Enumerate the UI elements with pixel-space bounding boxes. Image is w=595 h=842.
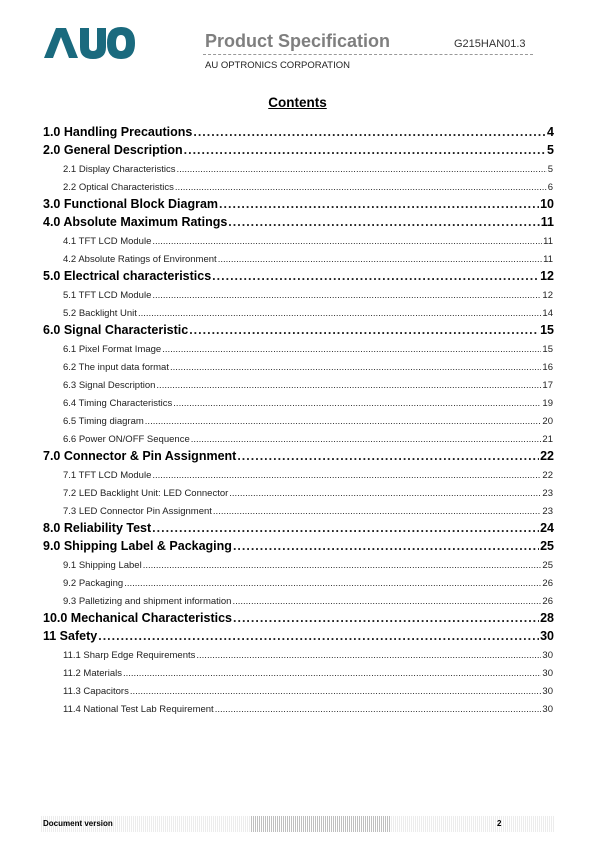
toc-subsection-entry[interactable] <box>63 506 553 517</box>
toc-entry-label: 6.1 Pixel Format Image <box>63 344 162 355</box>
toc-entry-page: 11 <box>540 215 554 229</box>
toc-subsection-entry[interactable] <box>63 164 553 175</box>
toc-entry-page: 11 <box>543 254 553 265</box>
toc-leader-dots <box>130 686 542 697</box>
toc-section-entry[interactable] <box>43 629 554 643</box>
toc-entry-page: 25 <box>540 539 554 553</box>
toc-entry-label: 7.1 TFT LCD Module <box>63 470 152 481</box>
toc-entry-label: 5.2 Backlight Unit <box>63 308 137 319</box>
toc-subsection-entry[interactable] <box>63 380 553 391</box>
toc-entry-page: 26 <box>542 596 553 607</box>
toc-leader-dots <box>138 308 541 319</box>
toc-subsection-entry[interactable] <box>63 398 553 409</box>
toc-entry-page: 22 <box>542 470 553 481</box>
toc-section-entry[interactable] <box>43 215 554 229</box>
toc-leader-dots <box>193 125 546 139</box>
toc-entry-label: 4.0 Absolute Maximum Ratings <box>43 215 228 229</box>
toc-entry-page: 26 <box>542 578 553 589</box>
toc-section-entry[interactable] <box>43 143 554 157</box>
toc-entry-label: 4.2 Absolute Ratings of Environment <box>63 254 217 265</box>
toc-entry-label: 11.4 National Test Lab Requirement <box>63 704 214 715</box>
toc-entry-label: 7.3 LED Connector Pin Assignment <box>63 506 212 517</box>
toc-entry-label: 9.3 Palletizing and shipment information <box>63 596 232 607</box>
toc-entry-page: 30 <box>540 629 554 643</box>
toc-entry-label: 9.1 Shipping Label <box>63 560 142 571</box>
toc-entry-label: 11 Safety <box>43 629 98 643</box>
toc-leader-dots <box>189 323 539 337</box>
toc-subsection-entry[interactable] <box>63 362 553 373</box>
toc-section-entry[interactable] <box>43 521 554 535</box>
toc-subsection-entry[interactable] <box>63 470 553 481</box>
page-number: 2 <box>497 819 502 828</box>
toc-leader-dots <box>173 398 541 409</box>
toc-entry-label: 6.5 Timing diagram <box>63 416 144 427</box>
toc-entry-label: 4.1 TFT LCD Module <box>63 236 152 247</box>
toc-leader-dots <box>229 488 541 499</box>
toc-subsection-entry[interactable] <box>63 308 553 319</box>
company-name: AU OPTRONICS CORPORATION <box>205 60 350 71</box>
toc-entry-page: 12 <box>540 269 554 283</box>
toc-leader-dots <box>237 449 539 463</box>
toc-subsection-entry[interactable] <box>63 254 553 265</box>
toc-leader-dots <box>145 416 542 427</box>
toc-subsection-entry[interactable] <box>63 290 553 301</box>
toc-entry-label: 6.2 The input data format <box>63 362 169 373</box>
toc-entry-label: 9.2 Packaging <box>63 578 124 589</box>
toc-entry-page: 30 <box>542 650 553 661</box>
toc-leader-dots <box>170 362 541 373</box>
toc-subsection-entry[interactable] <box>63 560 553 571</box>
toc-entry-page: 10 <box>540 197 554 211</box>
toc-entry-label: 3.0 Functional Block Diagram <box>43 197 219 211</box>
toc-entry-label: 2.1 Display Characteristics <box>63 164 176 175</box>
toc-subsection-entry[interactable] <box>63 488 553 499</box>
toc-leader-dots <box>143 560 542 571</box>
toc-leader-dots <box>162 344 541 355</box>
toc-leader-dots <box>124 578 541 589</box>
toc-entry-page: 30 <box>542 704 553 715</box>
toc-leader-dots <box>98 629 539 643</box>
toc-entry-page: 14 <box>542 308 553 319</box>
toc-leader-dots <box>152 470 541 481</box>
header-divider <box>203 54 533 55</box>
toc-section-entry[interactable] <box>43 197 554 211</box>
toc-leader-dots <box>191 434 542 445</box>
toc-leader-dots <box>228 215 539 229</box>
toc-entry-label: 6.0 Signal Characteristic <box>43 323 189 337</box>
toc-entry-page: 4 <box>547 125 554 139</box>
toc-subsection-entry[interactable] <box>63 416 553 427</box>
toc-section-entry[interactable] <box>43 323 554 337</box>
toc-subsection-entry[interactable] <box>63 704 553 715</box>
toc-entry-page: 23 <box>542 488 553 499</box>
toc-entry-label: 11.3 Capacitors <box>63 686 129 697</box>
toc-section-entry[interactable] <box>43 539 554 553</box>
toc-entry-label: 7.2 LED Backlight Unit: LED Connector <box>63 488 229 499</box>
toc-entry-label: 1.0 Handling Precautions <box>43 125 193 139</box>
toc-entry-page: 19 <box>542 398 553 409</box>
toc-entry-label: 5.0 Electrical characteristics <box>43 269 212 283</box>
toc-entry-page: 25 <box>542 560 553 571</box>
toc-entry-label: 8.0 Reliability Test <box>43 521 152 535</box>
toc-leader-dots <box>123 668 541 679</box>
toc-entry-page: 30 <box>542 686 553 697</box>
toc-entry-label: 6.4 Timing Characteristics <box>63 398 173 409</box>
toc-subsection-entry[interactable] <box>63 434 553 445</box>
toc-entry-label: 9.0 Shipping Label & Packaging <box>43 539 232 553</box>
toc-leader-dots <box>156 380 541 391</box>
toc-entry-label: 7.0 Connector & Pin Assignment <box>43 449 237 463</box>
toc-entry-page: 15 <box>542 344 553 355</box>
toc-leader-dots <box>152 521 539 535</box>
toc-subsection-entry[interactable] <box>63 236 553 247</box>
toc-leader-dots <box>215 704 542 715</box>
toc-entry-label: 11.2 Materials <box>63 668 122 679</box>
toc-entry-page: 20 <box>542 416 553 427</box>
toc-entry-page: 24 <box>540 521 554 535</box>
toc-leader-dots <box>176 164 546 175</box>
toc-section-entry[interactable] <box>43 269 554 283</box>
toc-leader-dots <box>218 254 542 265</box>
toc-leader-dots <box>213 506 542 517</box>
product-specification-title: Product Specification <box>205 31 391 51</box>
toc-entry-page: 21 <box>542 434 553 445</box>
contents-heading: Contents <box>268 95 327 110</box>
toc-entry-label: 6.3 Signal Description <box>63 380 156 391</box>
toc-entry-label: 6.6 Power ON/OFF Sequence <box>63 434 190 445</box>
footer-pattern-center <box>250 816 390 832</box>
toc-leader-dots <box>175 182 547 193</box>
model-number: G215HAN01.3 <box>454 38 526 50</box>
page-footer <box>40 810 555 832</box>
toc-leader-dots <box>152 236 542 247</box>
toc-entry-label: 5.1 TFT LCD Module <box>63 290 152 301</box>
toc-leader-dots <box>212 269 539 283</box>
toc-entry-page: 23 <box>542 506 553 517</box>
toc-section-entry[interactable] <box>43 611 554 625</box>
auo-logo <box>42 26 136 60</box>
toc-subsection-entry[interactable] <box>63 686 553 697</box>
toc-subsection-entry[interactable] <box>63 182 553 193</box>
toc-leader-dots <box>232 596 541 607</box>
toc-entry-page: 16 <box>542 362 553 373</box>
toc-entry-page: 5 <box>547 164 553 175</box>
document-version-label: Document version <box>43 819 113 828</box>
toc-section-entry[interactable] <box>43 449 554 463</box>
toc-entry-page: 15 <box>540 323 554 337</box>
toc-leader-dots <box>233 539 539 553</box>
toc-entry-label: 10.0 Mechanical Characteristics <box>43 611 232 625</box>
toc-leader-dots <box>219 197 539 211</box>
toc-entry-page: 5 <box>547 143 554 157</box>
toc-subsection-entry[interactable] <box>63 650 553 661</box>
toc-entry-page: 12 <box>542 290 553 301</box>
auo-logo-graphic <box>42 26 136 60</box>
toc-leader-dots <box>184 143 546 157</box>
toc-entry-page: 22 <box>540 449 554 463</box>
toc-entry-page: 6 <box>547 182 553 193</box>
toc-entry-label: 11.1 Sharp Edge Requirements <box>63 650 196 661</box>
toc-entry-page: 17 <box>542 380 553 391</box>
toc-entry-label: 2.0 General Description <box>43 143 183 157</box>
toc-entry-page: 28 <box>540 611 554 625</box>
toc-section-entry[interactable] <box>43 125 554 139</box>
toc-leader-dots <box>196 650 541 661</box>
toc-entry-label: 2.2 Optical Characteristics <box>63 182 174 193</box>
toc-subsection-entry[interactable] <box>63 668 553 679</box>
toc-entry-page: 11 <box>543 236 553 247</box>
toc-entry-page: 30 <box>542 668 553 679</box>
toc-subsection-entry[interactable] <box>63 596 553 607</box>
toc-subsection-entry[interactable] <box>63 344 553 355</box>
toc-leader-dots <box>152 290 541 301</box>
toc-leader-dots <box>233 611 539 625</box>
toc-subsection-entry[interactable] <box>63 578 553 589</box>
